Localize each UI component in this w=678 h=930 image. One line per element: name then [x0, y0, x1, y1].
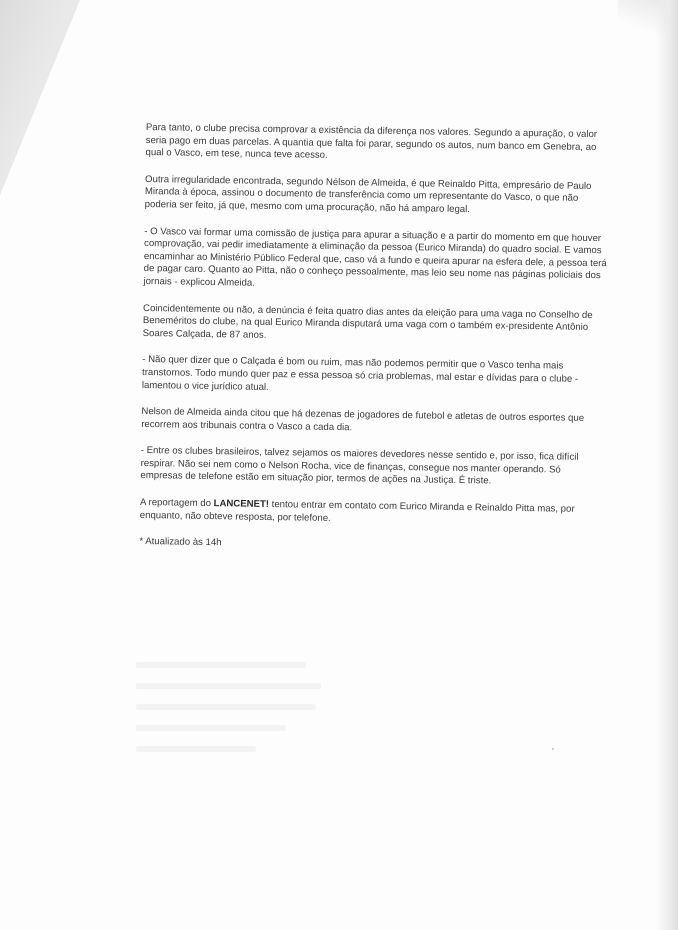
paragraph-4: Coincidentemente ou não, a denúncia é feita quatro dias antes da eleição para uma vaga no Conselho de Beneméritos do clube, na qual Eurico Miranda disputará uma vaga com o também ex-presidente Antônio Soares Calçada, de 87 anos.: [142, 302, 593, 341]
outlet-name: LANCENET!: [213, 498, 270, 511]
scan-speck: [552, 748, 554, 750]
bleed-through-text: [136, 654, 336, 759]
paragraph-2: Outra irregularidade encontrada, segundo Nélson de Almeida, é que Reinaldo Pitta, empresário de Paulo Miranda à época, assinou o documento de transferência como um representante do Vasco, o que não poderia ser feito, já que, mesmo com uma procuração, não há amparo legal.: [144, 173, 592, 216]
bleed-through-line: [136, 654, 336, 675]
bleed-through-line: [136, 675, 336, 696]
page-edge-right: [656, 0, 678, 930]
paragraph-1: Para tanto, o clube precisa comprovar a existência da diferença nos valores. Segundo a apuração, o valor seria pago em duas parcelas. A quantia que falta foi parar, segundo os autos, num banco em Genebra, ao qual o Vasco, em tese, nunca teve acesso.: [145, 122, 598, 162]
closing-suffix: tentou entrar em contato com Eurico Miranda e Reinaldo Pitta mas, por enquanto, não obteve resposta, por telefone.: [139, 499, 575, 524]
bleed-through-line: [136, 717, 336, 738]
bleed-through-line: [136, 738, 336, 759]
bleed-through-line: [136, 696, 336, 717]
paragraph-7: - Entre os clubes brasileiros, talvez sejamos os maiores devedores nesse sentido e, por isso, fica difícil respirar. Não sei nem como o Nelson Rocha, vice de finanças, consegue nos manter operando. Só empresas de telefone estão em situação pior, termos de ações na Justiça. É triste.: [140, 445, 579, 487]
article-body: [139, 122, 610, 570]
closing-prefix: A reportagem do: [139, 497, 214, 510]
update-note: * Atualizado às 14h: [139, 536, 222, 549]
paragraph-3: - O Vasco vai formar uma comissão de justiça para apurar a situação e a partir do momento em que houver comprovação, vai pedir imediatamente a eliminação da pessoa (Eurico Miranda) do quadro social. E vamos encaminhar ao Ministério Público Federal que, caso vá a fundo e queira apurar na esfera dele, a pessoa terá de pagar caro. Quanto ao Pitta, não o conheço pessoalmente, mas leio seu nome nas páginas policiais dos jornais - explicou Almeida.: [143, 225, 607, 289]
paragraph-5: - Não quer dizer que o Calçada é bom ou ruim, mas não podemos permitir que o Vasco tenha mais transtornos. Todo mundo quer paz e essa pessoa só cria problemas, mal estar e dívidas para o clube - lamentou o vice jurídico atual.: [141, 354, 579, 393]
closing-paragraph: [140, 497, 604, 529]
paragraph-6: Nelson de Almeida ainda citou que há dezenas de jogadores de futebol e atletas de outros esportes que recorrem aos tribunais contra o Vasco a cada dia.: [141, 406, 585, 433]
folded-corner: [0, 0, 80, 195]
